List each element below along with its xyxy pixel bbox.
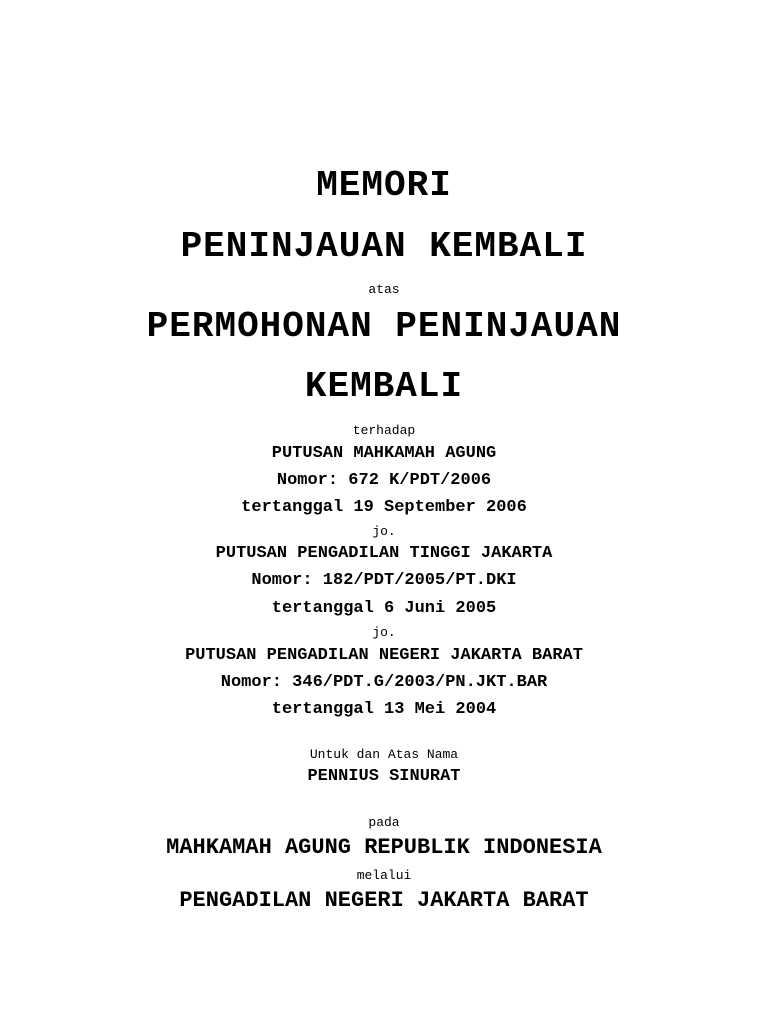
putusan-ma-tanggal: tertanggal 19 September 2006 xyxy=(241,498,527,517)
connector-untuk-atas-nama: Untuk dan Atas Nama xyxy=(309,747,459,762)
putusan-pn-name: PUTUSAN PENGADILAN NEGERI JAKARTA BARAT xyxy=(185,646,583,665)
title-permohonan-line1: PERMOHONAN PENINJAUAN xyxy=(146,306,622,347)
putusan-pt-tanggal: tertanggal 6 Juni 2005 xyxy=(271,599,497,618)
putusan-pt-nomor: Nomor: 182/PDT/2005/PT.DKI xyxy=(251,571,517,590)
putusan-pn-nomor: Nomor: 346/PDT.G/2003/PN.JKT.BAR xyxy=(220,673,548,692)
pengadilan-negeri-jakarta-barat: PENGADILAN NEGERI JAKARTA BARAT xyxy=(179,888,589,913)
pemohon-name: PENNIUS SINURAT xyxy=(307,767,461,786)
title-memori: MEMORI xyxy=(316,165,452,206)
connector-atas: atas xyxy=(368,282,400,297)
putusan-pn-tanggal: tertanggal 13 Mei 2004 xyxy=(271,700,497,719)
putusan-ma-nomor: Nomor: 672 K/PDT/2006 xyxy=(276,471,492,490)
title-permohonan-line2: KEMBALI xyxy=(304,366,464,407)
connector-jo-2: jo. xyxy=(372,625,396,640)
connector-pada: pada xyxy=(368,815,400,830)
connector-terhadap: terhadap xyxy=(352,423,416,438)
putusan-ma-name: PUTUSAN MAHKAMAH AGUNG xyxy=(271,444,497,463)
title-peninjauan-kembali: PENINJAUAN KEMBALI xyxy=(180,226,588,267)
putusan-pt-name: PUTUSAN PENGADILAN TINGGI JAKARTA xyxy=(215,544,553,563)
connector-melalui: melalui xyxy=(356,868,412,883)
mahkamah-agung-ri: MAHKAMAH AGUNG REPUBLIK INDONESIA xyxy=(166,835,602,860)
connector-jo-1: jo. xyxy=(372,524,396,539)
